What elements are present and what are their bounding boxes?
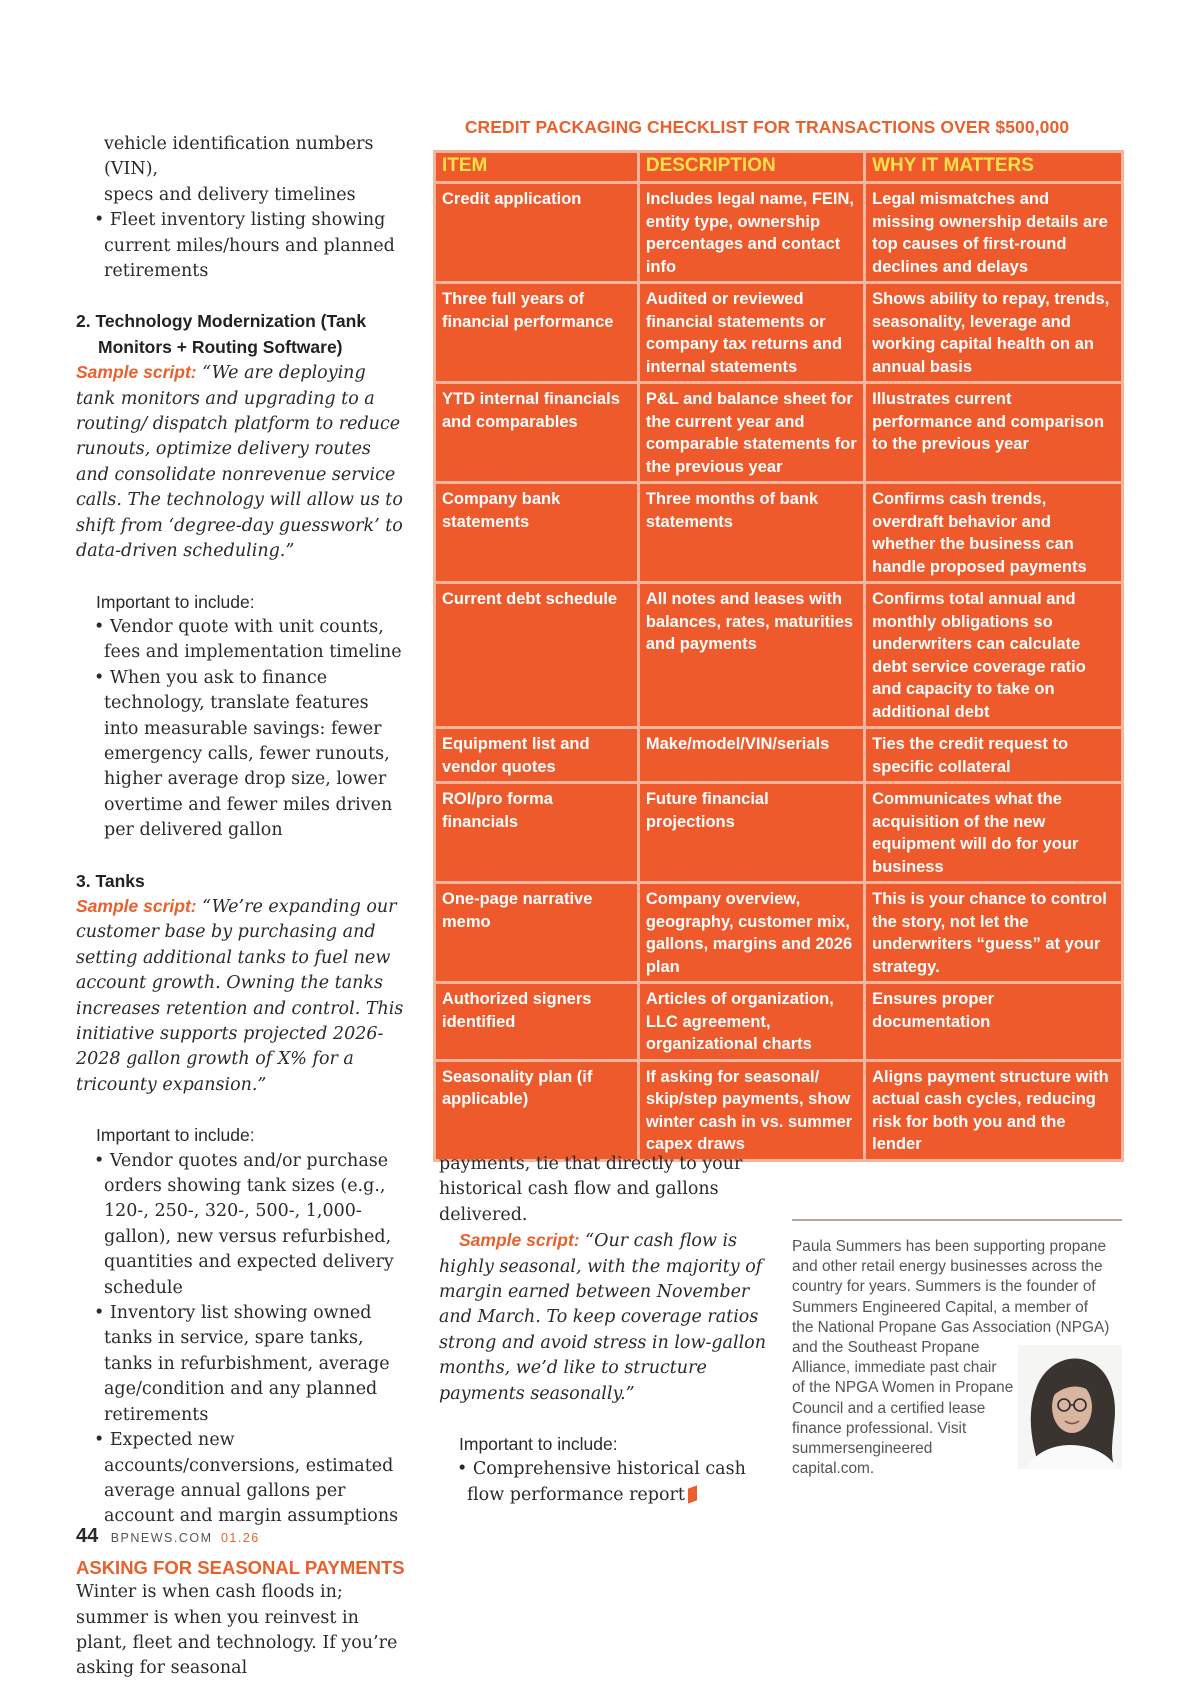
table-row [435,183,1123,283]
table-row [435,983,1123,1061]
seasonal-bullet [439,1457,769,1508]
section-2-heading-line2: Monitors + Routing Software) [98,336,343,357]
section-3-bullet: • Expected new accounts/conversions, estimated average annual gallons per account and margin assumptions [94,1430,399,1527]
seasonal-continuation: payments, tie that directly to your historical cash flow and gallons delivered. [439,1154,743,1225]
description-cell: Articles of organization, LLC agreement, organizational charts [638,983,864,1061]
why-cell: Legal mismatches and missing ownership details are top causes of first-round declines and delays [865,183,1123,283]
bio-line: the National Propane Gas Association (NPGA) [792,1318,1110,1336]
page-footer [76,1525,260,1548]
section-2-script-text: “We are deploying tank monitors and upgrading to a routing/ dispatch platform to reduce runouts, optimize delivery routes and consolidate nonrevenue service calls. The technology will allow us to shift from ‘degree-day guesswork’ to data-driven scheduling.” [76,363,403,562]
why-cell: Confirms cash trends, overdraft behavior and whether the business can handle proposed payments [865,483,1123,583]
section-2-heading-line1: 2. Technology Modernization (Tank [76,311,367,332]
footer-site: BPNEWS.COM [110,1531,213,1545]
bio-line: Council and a certified lease [792,1399,986,1417]
section-3-bullet: • Inventory list showing owned tanks in service, spare tanks, tanks in refurbishment, average age/condition and any planned retirements [94,1303,390,1425]
sample-script-label: Sample script: [459,1230,580,1251]
page-number: 44 [76,1525,99,1547]
seasonal-script [439,1228,769,1407]
table-title: CREDIT PACKAGING CHECKLIST FOR TRANSACTIONS OVER $500,000 [464,117,1070,137]
important-label: Important to include: [459,1434,618,1455]
description-cell: P&L and balance sheet for the current year and comparable statements for the previous year [638,383,864,483]
table-row [435,728,1123,783]
left-column [76,132,406,1682]
why-cell: Shows ability to repay, trends, seasonality, leverage and working capital health on an annual basis [865,283,1123,383]
author-portrait [1018,1345,1122,1469]
why-cell: Ensures proper documentation [865,983,1123,1061]
item-cell: Three full years of financial performance [435,283,639,383]
item-cell: Equipment list and vendor quotes [435,728,639,783]
intro-continuation-line2: specs and delivery timelines [104,184,356,205]
sample-script-label: Sample script: [76,362,197,383]
header-description: DESCRIPTION [638,152,864,183]
bio-line: Alliance, immediate past chair [792,1359,997,1377]
item-cell: YTD internal financials and comparables [435,383,639,483]
item-cell: ROI/pro forma financials [435,783,639,883]
description-cell: Make/model/VIN/serials [638,728,864,783]
description-cell: Includes legal name, FEIN, entity type, ownership percentages and contact info [638,183,864,283]
intro-continuation-line1: vehicle identification numbers (VIN), [104,134,374,180]
bio-line: Paula Summers has been supporting propane [792,1238,1106,1255]
description-cell: Audited or reviewed financial statements or company tax returns and internal statements [638,283,864,383]
why-cell: Confirms total annual and monthly obligations so underwriters can calculate debt service coverage ratio and capacity to take on additional debt [865,583,1123,728]
table-row [435,283,1123,383]
why-cell: Ties the credit request to specific collateral [865,728,1123,783]
middle-column [439,1152,769,1508]
seasonal-payments-text: Winter is when cash floods in; summer is when you reinvest in plant, fleet and technology. If you’re asking for seasonal [76,1582,398,1679]
why-cell: Aligns payment structure with actual cash cycles, reducing risk for both you and the lender [865,1060,1123,1160]
table-header-row [435,152,1123,183]
bio-divider [792,1219,1122,1221]
item-cell: Current debt schedule [435,583,639,728]
table-row [435,483,1123,583]
section-3-heading: 3. Tanks [76,870,145,891]
section-3-bullet: • Vendor quotes and/or purchase orders showing tank sizes (e.g., 120-, 250-, 320-, 500-, 1,000-gallon), new versus refurbished, quantities and expected delivery schedule [94,1150,394,1298]
bio-line: and the Southeast Propane [792,1339,980,1357]
important-label: Important to include: [96,591,255,612]
section-2-script [76,360,406,564]
bio-line: of the NPGA Women in Propane [792,1379,1014,1397]
why-cell: Illustrates current performance and comparison to the previous year [865,383,1123,483]
section-2-bullet: • Vendor quote with unit counts, fees and implementation timeline [94,616,402,663]
table-row [435,583,1123,728]
item-cell: Credit application [435,183,639,283]
bio-line: and other retail energy businesses across the [792,1258,1103,1276]
description-cell: Future financial projections [638,783,864,883]
end-mark-icon [688,1485,697,1503]
item-cell: Company bank statements [435,483,639,583]
seasonal-script-text: “Our cash flow is highly seasonal, with the majority of margin earned between November and March. To keep coverage ratios strong and avoid stress in low-gallon months, we’d like to structure payments seasonally.” [439,1231,766,1404]
bio-line: Summers Engineered Capital, a member of [792,1298,1088,1316]
description-cell: Company overview, geography, customer mix, gallons, margins and 2026 plan [638,883,864,983]
section-2-heading [76,309,406,360]
why-cell: Communicates what the acquisition of the new equipment will do for your business [865,783,1123,883]
section-3-script-text: “We’re expanding our customer base by purchasing and setting additional tanks to fuel new account growth. Owning the tanks increases retention and control. This initiative supports projected 2026-2028 gallon growth of X% for a tricounty expansion.” [76,896,404,1095]
table-row [435,383,1123,483]
bio-line: country for years. Summers is the founder of [792,1278,1096,1296]
item-cell: One-page narrative memo [435,883,639,983]
table-row [435,783,1123,883]
seasonal-payments-heading: ASKING FOR SEASONAL PAYMENTS [76,1556,405,1578]
bio-line: summersengineered [792,1440,933,1458]
description-cell: All notes and leases with balances, rates, maturities and payments [638,583,864,728]
table-row [435,1060,1123,1160]
description-cell: Three months of bank statements [638,483,864,583]
section-3-script [76,894,406,1098]
section-2-bullet: • When you ask to finance technology, translate features into measurable savings: fewer emergency calls, fewer runouts, higher average drop size, lower overtime and fewer miles driven per delivered gallon [94,667,393,841]
header-item: ITEM [435,152,639,183]
footer-issue: 01.26 [220,1531,260,1545]
item-cell: Seasonality plan (if applicable) [435,1060,639,1160]
intro-bullet: • Fleet inventory listing showing current miles/hours and planned retirements [94,210,395,282]
why-cell: This is your chance to control the story, not let the underwriters “guess” at your strategy. [865,883,1123,983]
credit-checklist-table [433,150,1124,1162]
important-label: Important to include: [96,1125,255,1146]
bio-line: capital.com. [792,1460,875,1478]
header-why-it-matters: WHY IT MATTERS [865,152,1123,183]
item-cell: Authorized signers identified [435,983,639,1061]
description-cell: If asking for seasonal/ skip/step payments, show winter cash in vs. summer capex draws [638,1060,864,1160]
table-row [435,883,1123,983]
bio-line: finance professional. Visit [792,1419,967,1437]
seasonal-bullet-text: • Comprehensive historical cash flow performance report [457,1459,746,1505]
sample-script-label: Sample script: [76,895,197,916]
